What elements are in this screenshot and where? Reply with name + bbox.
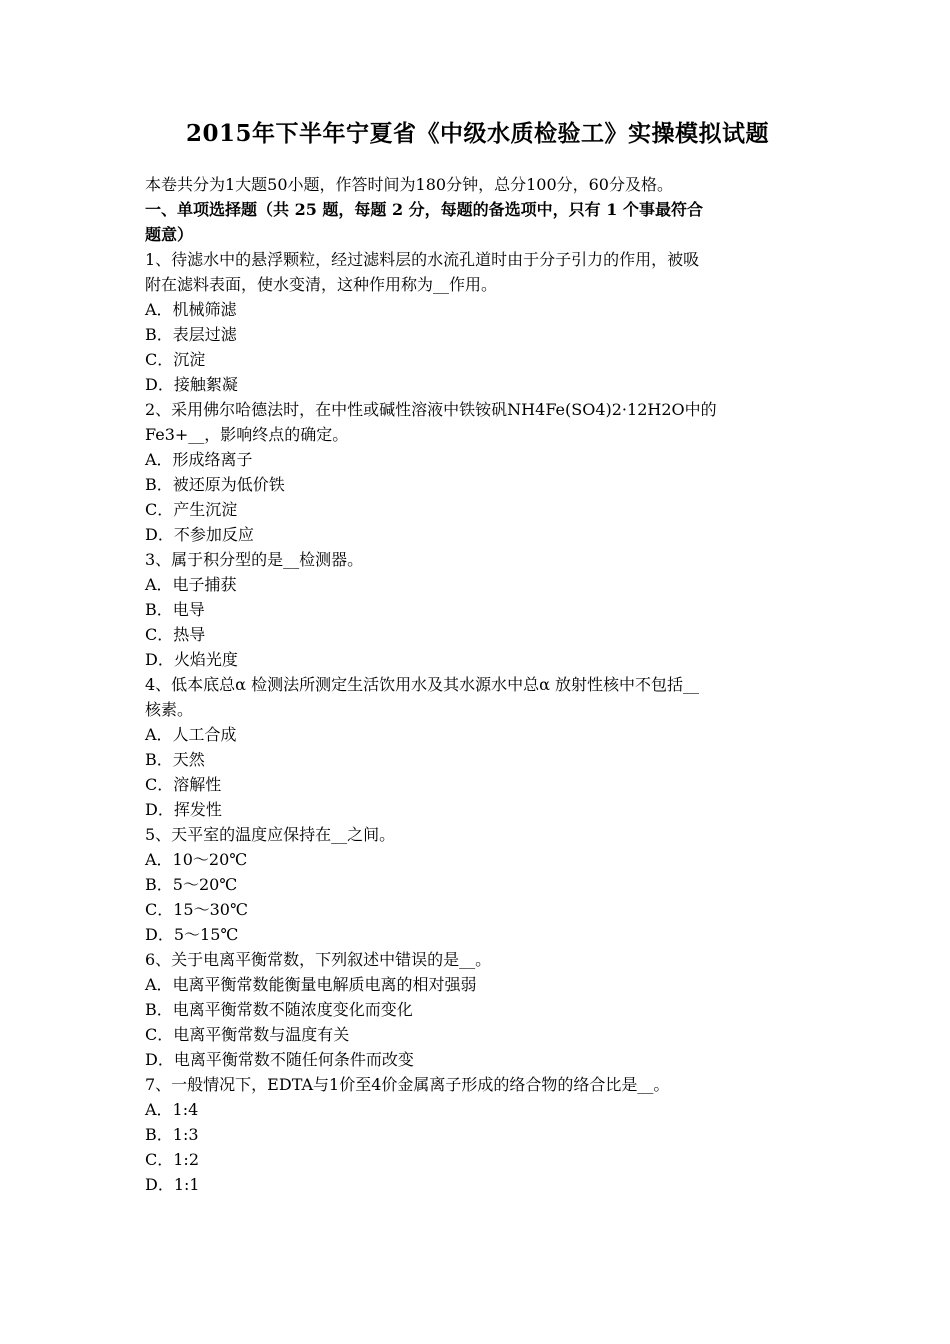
document-page	[145, 118, 810, 1197]
question-text: 核素。	[145, 700, 194, 719]
question-2	[145, 397, 810, 547]
option-d: D．电离平衡常数不随任何条件而改变	[145, 1050, 414, 1069]
question-7	[145, 1072, 810, 1197]
question-1	[145, 247, 810, 397]
option-a: A．电离平衡常数能衡量电解质电离的相对强弱	[145, 975, 477, 994]
option-d: D．1:1	[145, 1175, 200, 1194]
question-3	[145, 547, 810, 672]
option-b: B．电离平衡常数不随浓度变化而变化	[145, 1000, 413, 1019]
question-text: 附在滤料表面，使水变清，这种作用称为__作用。	[145, 275, 498, 294]
question-4	[145, 672, 810, 822]
question-text: 6、关于电离平衡常数，下列叙述中错误的是__。	[145, 950, 492, 969]
section-heading-line-2: 题意）	[145, 225, 194, 244]
option-c: C．1:2	[145, 1150, 199, 1169]
section-heading-line-1: 一、单项选择题（共 25 题，每题 2 分，每题的备选项中，只有 1 个事最符合	[145, 200, 703, 219]
option-d: D．不参加反应	[145, 525, 254, 544]
option-c: C．电离平衡常数与温度有关	[145, 1025, 350, 1044]
question-text: 7、一般情况下，EDTA与1价至4价金属离子形成的络合物的络合比是__。	[145, 1075, 670, 1094]
document-title: 2015年下半年宁夏省《中级水质检验工》实操模拟试题	[185, 120, 769, 147]
question-text: 2、采用佛尔哈德法时，在中性或碱性溶液中铁铵矾NH4Fe(SO4)2·12H2O中的	[145, 400, 717, 419]
option-c: C．沉淀	[145, 350, 206, 369]
option-b: B．被还原为低价铁	[145, 475, 285, 494]
option-c: C．溶解性	[145, 775, 222, 794]
option-a: A．机械筛滤	[145, 300, 237, 319]
option-b: B．1:3	[145, 1125, 199, 1144]
option-c: C．热导	[145, 625, 206, 644]
option-d: D．接触絮凝	[145, 375, 238, 394]
option-b: B．5～20℃	[145, 875, 238, 894]
option-a: A．1:4	[145, 1100, 199, 1119]
question-text: Fe3+__，影响终点的确定。	[145, 425, 349, 444]
option-b: B．表层过滤	[145, 325, 237, 344]
option-a: A．人工合成	[145, 725, 237, 744]
question-text: 1、待滤水中的悬浮颗粒，经过滤料层的水流孔道时由于分子引力的作用，被吸	[145, 250, 700, 269]
option-d: D．5～15℃	[145, 925, 239, 944]
option-a: A．10～20℃	[145, 850, 248, 869]
option-a: A．形成络离子	[145, 450, 253, 469]
question-6	[145, 947, 810, 1072]
option-a: A．电子捕获	[145, 575, 237, 594]
option-c: C．产生沉淀	[145, 500, 238, 519]
exam-intro: 本卷共分为1大题50小题，作答时间为180分钟，总分100分，60分及格。	[145, 175, 673, 194]
option-b: B．天然	[145, 750, 205, 769]
question-text: 5、天平室的温度应保持在__之间。	[145, 825, 396, 844]
question-text: 3、属于积分型的是__检测器。	[145, 550, 364, 569]
option-d: D．挥发性	[145, 800, 222, 819]
question-5	[145, 822, 810, 947]
option-d: D．火焰光度	[145, 650, 238, 669]
option-c: C．15～30℃	[145, 900, 248, 919]
question-text: 4、低本底总α 检测法所测定生活饮用水及其水源水中总α 放射性核中不包括__	[145, 675, 699, 694]
option-b: B．电导	[145, 600, 205, 619]
